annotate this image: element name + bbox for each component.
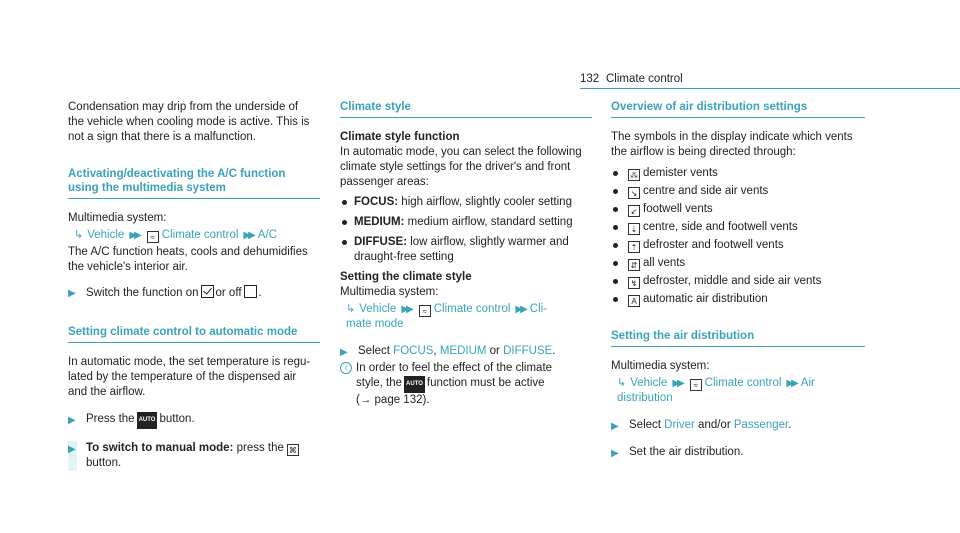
step-arrow-icon: ▶	[340, 347, 348, 358]
vent-item: ⇣ centre, side and footwell vents	[611, 220, 865, 235]
chevron-icon: ▶▶	[129, 230, 139, 241]
system-label: Multimedia system:	[68, 212, 167, 224]
column-right	[611, 100, 865, 460]
path-vehicle[interactable]: Vehicle	[87, 229, 125, 241]
step-manual-mode: ▶ To switch to manual mode: press the ⌘ button.	[68, 442, 297, 469]
ac-description: The A/C function heats, cools and dehumidifies the vehicle's interior air.	[68, 246, 308, 273]
path-vehicle[interactable]: Vehicle	[630, 377, 668, 389]
bullet-icon	[613, 279, 618, 284]
all-vents-icon: ⇵	[628, 259, 640, 271]
system-label: Multimedia system:	[340, 286, 439, 298]
defroster-middle-side-icon: ↯	[628, 277, 640, 289]
air-distribution-description: The symbols in the display indicate which vents the airflow is being directed through:	[611, 131, 853, 158]
column-middle	[340, 100, 592, 408]
checkbox-checked-icon	[201, 285, 214, 298]
path-air[interactable]: Air	[800, 377, 815, 389]
bullet-icon	[613, 243, 618, 248]
option-link-driver[interactable]: Driver	[664, 419, 695, 431]
defroster-footwell-icon: ⇡	[628, 241, 640, 253]
path-distribution[interactable]: distribution	[617, 392, 673, 404]
path-climate-mode-cont[interactable]: mate mode	[346, 318, 404, 330]
footwell-vents-icon: ↙	[628, 205, 640, 217]
chevron-icon: ▶▶	[515, 304, 525, 315]
bullet-icon	[613, 225, 618, 230]
climate-icon: ≈	[147, 231, 159, 243]
auto-mode-description: In automatic mode, the set temperature is regu- lated by the temperature of the dispensed air and the airflow.	[68, 356, 311, 398]
vent-item: ↙ footwell vents	[611, 202, 865, 217]
page-title: Climate control	[606, 73, 683, 85]
air-distribution-overview-heading: Overview of air distribution settings	[611, 100, 865, 118]
option-diffuse: DIFFUSE: low airflow, slightly warmer and draught-free setting	[340, 235, 592, 265]
menu-path-ac	[74, 228, 320, 243]
setting-air-distribution-heading: Setting the air distribution	[611, 329, 865, 347]
vent-item: ⁂ demister vents	[611, 166, 865, 181]
path-climate-control[interactable]: Climate control	[433, 303, 511, 315]
climate-icon: ≈	[690, 379, 702, 391]
option-link-passenger[interactable]: Passenger	[733, 419, 789, 431]
vent-item: ↘ centre and side air vents	[611, 184, 865, 199]
chevron-icon: ▶▶	[786, 378, 796, 389]
step-press-auto: ▶ Press the AUTO button.	[68, 412, 320, 429]
page-header	[0, 0, 960, 90]
step-set-distribution: ▶ Set the air distribution.	[611, 446, 744, 459]
step-arrow-icon: ▶	[611, 421, 619, 432]
menu-arrow-icon: ↳	[74, 229, 84, 241]
step-arrow-icon: ▶	[68, 415, 76, 426]
step-arrow-icon: ▶	[68, 288, 76, 299]
path-vehicle[interactable]: Vehicle	[359, 303, 397, 315]
path-climate-control[interactable]: Climate control	[161, 229, 239, 241]
bullet-icon	[613, 207, 618, 212]
climate-icon: ≈	[419, 305, 431, 317]
climate-style-heading: Climate style	[340, 100, 592, 118]
step-arrow-icon: ▶	[611, 448, 619, 459]
auto-button-icon: AUTO	[137, 412, 158, 429]
auto-distribution-icon: A	[628, 295, 640, 307]
chevron-icon: ▶▶	[243, 230, 253, 241]
ac-section-heading: Activating/deactivating the A/C function using the multimedia system	[68, 167, 320, 199]
bullet-icon	[342, 200, 347, 205]
centre-side-vents-icon: ↘	[628, 187, 640, 199]
chevron-icon: ▶▶	[401, 304, 411, 315]
centre-side-footwell-icon: ⇣	[628, 223, 640, 235]
climate-style-subheading: Climate style function	[340, 131, 460, 143]
system-label: Multimedia system:	[611, 360, 710, 372]
path-climate-control[interactable]: Climate control	[704, 377, 782, 389]
info-icon: i	[340, 362, 352, 374]
vent-item: A automatic air distribution	[611, 292, 865, 307]
intro-text: Condensation may drip from the underside of the vehicle when cooling mode is active. This is not a sign that there is a malfunction.	[68, 101, 310, 143]
menu-path-air-distribution	[617, 376, 865, 406]
vent-item: ⇵ all vents	[611, 256, 865, 271]
step-switch-ac: ▶ Switch the function on or off .	[68, 287, 262, 299]
bullet-icon	[342, 240, 347, 245]
menu-arrow-icon: ↳	[617, 377, 627, 389]
defrost-vents-icon: ⁂	[630, 171, 638, 180]
vent-item: ↯ defroster, middle and side air vents	[611, 274, 865, 289]
option-link-diffuse[interactable]: DIFFUSE	[503, 345, 553, 357]
option-medium: MEDIUM: medium airflow, standard setting	[340, 215, 592, 230]
info-note: i In order to feel the effect of the climate style, the AUTO function must be active (→ page 132).	[340, 361, 592, 408]
menu-arrow-icon: ↳	[346, 303, 356, 315]
bullet-icon	[342, 220, 347, 225]
auto-button-icon: AUTO	[404, 376, 425, 393]
climate-style-description: In automatic mode, you can select the following climate style settings for the driver's and front passenger areas:	[340, 146, 582, 188]
chevron-icon: ▶▶	[672, 378, 682, 389]
bullet-icon	[613, 189, 618, 194]
page-number: 132	[580, 73, 600, 85]
step-select-zone: ▶ Select Driver and/or Passenger.	[611, 419, 792, 432]
option-focus: FOCUS: high airflow, slightly cooler setting	[340, 195, 592, 210]
setting-climate-style-heading: Setting the climate style	[340, 271, 472, 283]
bullet-icon	[613, 297, 618, 302]
option-link-focus[interactable]: FOCUS	[393, 345, 434, 357]
menu-path-climate-mode	[346, 302, 592, 332]
column-left	[68, 100, 320, 471]
vent-item: ⇡ defroster and footwell vents	[611, 238, 865, 253]
bullet-icon	[613, 261, 618, 266]
path-climate-mode[interactable]: Cli-	[529, 303, 548, 315]
auto-mode-heading: Setting climate control to automatic mode	[68, 325, 320, 343]
path-ac[interactable]: A/C	[257, 229, 277, 241]
bullet-icon	[613, 171, 618, 176]
step-select-style: ▶ Select FOCUS, MEDIUM or DIFFUSE.	[340, 345, 556, 358]
header-rule	[580, 88, 960, 89]
checkbox-empty-icon	[244, 285, 257, 298]
step-arrow-icon: ▶	[68, 444, 76, 455]
option-link-medium[interactable]: MEDIUM	[439, 345, 487, 357]
fan-button-icon: ⌘	[288, 446, 297, 455]
